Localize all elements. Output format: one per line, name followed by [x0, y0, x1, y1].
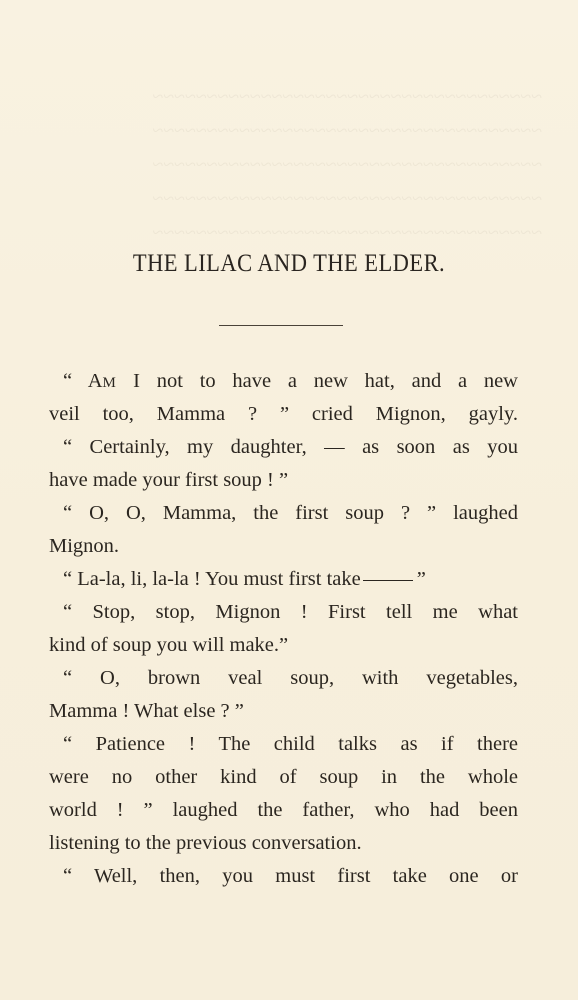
small-caps: M — [102, 375, 117, 391]
text-line: “ O, O, Mamma, the first soup ? ” laughed — [63, 502, 518, 524]
text-line: “ Patience ! The child talks as if there — [63, 733, 518, 755]
line-rest: I not to have a new hat, and a new — [116, 370, 518, 392]
text-line: world ! ” laughed the father, who had been — [49, 799, 518, 821]
opening-quote: “ — [63, 370, 88, 392]
show-through-bleed: ~~~~~~~~~~~~~~~~~~~~~~~~~~~~~~~~~~~~ ~~~~~~~~~~~~~~~~~~~~~~~~~~~~~~~~~~~~ ~~~~~~~~~~~~~~~~~~~~~~~~~~~~~~~~~~~~ ~~~~~~~~~~~~~~~~~~~~~~~~~~~~~~~~~~~~ ~~~~~~~~~~~~~~~~~~~~~~~~~~~~~~~~~~~~ — [152, 86, 542, 244]
text-line: were no other kind of soup in the whole — [49, 766, 518, 788]
text-line: “ Well, then, you must first take one or — [63, 865, 518, 887]
text-line: “ Stop, stop, Mignon ! First tell me what — [63, 601, 518, 623]
title-divider — [219, 325, 343, 326]
em-dash-rule — [363, 580, 413, 581]
text-line: “ O, brown veal soup, with vegetables, — [63, 667, 518, 689]
text-line: Mamma ! What else ? ” — [49, 700, 244, 722]
text-line: have made your first soup ! ” — [49, 469, 289, 491]
drop-cap: A — [87, 370, 103, 392]
closing-quote: ” — [416, 568, 426, 590]
text-line: “ Certainly, my daughter, — as soon as you — [63, 436, 518, 458]
text-line: Mignon. — [49, 535, 120, 557]
text-line: kind of soup you will make.” — [49, 634, 289, 656]
text-line: veil too, Mamma ? ” cried Mignon, gayly. — [49, 403, 518, 425]
text-line — [49, 563, 518, 596]
text-line — [49, 365, 518, 398]
text-line: listening to the previous conversation. — [49, 832, 362, 854]
line-text: “ La-la, li, la-la ! You must first take — [63, 568, 361, 590]
chapter-title: THE LILAC AND THE ELDER. — [132, 250, 446, 277]
body-text — [49, 365, 518, 893]
